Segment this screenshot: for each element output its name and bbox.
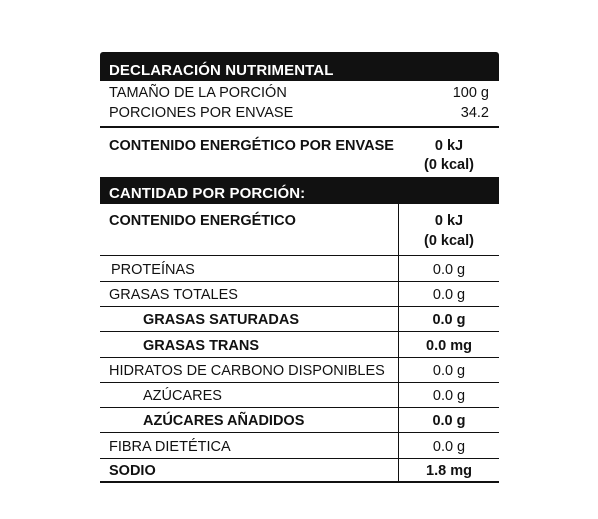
nutrient-label-carbohydrates: HIDRATOS DE CARBONO DISPONIBLES — [109, 363, 385, 379]
nutrient-value-sugars: 0.0 g — [432, 388, 466, 404]
energy-package-label: CONTENIDO ENERGÉTICO POR ENVASE — [109, 138, 394, 154]
nutrient-value-saturated-fat: 0.0 g — [432, 312, 466, 328]
energy-package-kcal: (0 kcal) — [424, 157, 474, 173]
nutrient-divider — [100, 306, 499, 307]
nutrient-label-fiber: FIBRA DIETÉTICA — [109, 439, 231, 455]
nutrient-divider — [100, 382, 499, 383]
nutrient-value-trans-fat: 0.0 mg — [426, 338, 472, 354]
nutrient-label-proteins: PROTEÍNAS — [111, 262, 195, 278]
nutrient-value-fiber: 0.0 g — [432, 439, 466, 455]
nutrient-label-trans-fat: GRASAS TRANS — [143, 338, 260, 354]
nutrient-divider — [100, 281, 499, 282]
energy-serving-kcal: (0 kcal) — [424, 233, 474, 249]
nutrient-value-carbohydrates: 0.0 g — [432, 363, 466, 379]
nutrition-title: DECLARACIÓN NUTRIMENTAL — [109, 62, 334, 79]
nutrient-label-sugars: AZÚCARES — [143, 388, 222, 404]
nutrient-label-saturated-fat: GRASAS SATURADAS — [143, 312, 300, 328]
nutrient-divider — [100, 407, 499, 408]
nutrient-divider — [100, 357, 499, 358]
nutrient-label-total-fat: GRASAS TOTALES — [109, 287, 238, 303]
servings-per-package-label: PORCIONES POR ENVASE — [109, 105, 294, 121]
serving-size-label: TAMAÑO DE LA PORCIÓN — [109, 85, 287, 101]
nutrient-value-added-sugars: 0.0 g — [432, 413, 466, 429]
nutrient-divider — [100, 331, 499, 332]
divider-energy — [100, 255, 499, 256]
energy-serving-kj: 0 kJ — [434, 213, 464, 229]
nutrient-value-sodium: 1.8 mg — [426, 463, 472, 479]
per-serving-header-bar — [100, 177, 499, 204]
nutrient-divider — [100, 458, 499, 459]
nutrient-value-total-fat: 0.0 g — [432, 287, 466, 303]
nutrient-label-added-sugars: AZÚCARES AÑADIDOS — [143, 413, 305, 429]
per-serving-title: CANTIDAD POR PORCIÓN: — [109, 185, 306, 202]
divider-bottom — [100, 481, 499, 483]
energy-package-kj: 0 kJ — [434, 138, 464, 154]
nutrition-header-bar — [100, 52, 499, 81]
divider-serving — [100, 126, 499, 128]
servings-per-package-value: 34.2 — [460, 105, 489, 121]
energy-serving-label: CONTENIDO ENERGÉTICO — [109, 213, 296, 229]
serving-size-value: 100 g — [452, 85, 489, 101]
nutrient-label-sodium: SODIO — [109, 463, 156, 479]
nutrient-value-proteins: 0.0 g — [432, 262, 466, 278]
nutrition-label — [100, 52, 499, 482]
nutrient-divider — [100, 432, 499, 433]
